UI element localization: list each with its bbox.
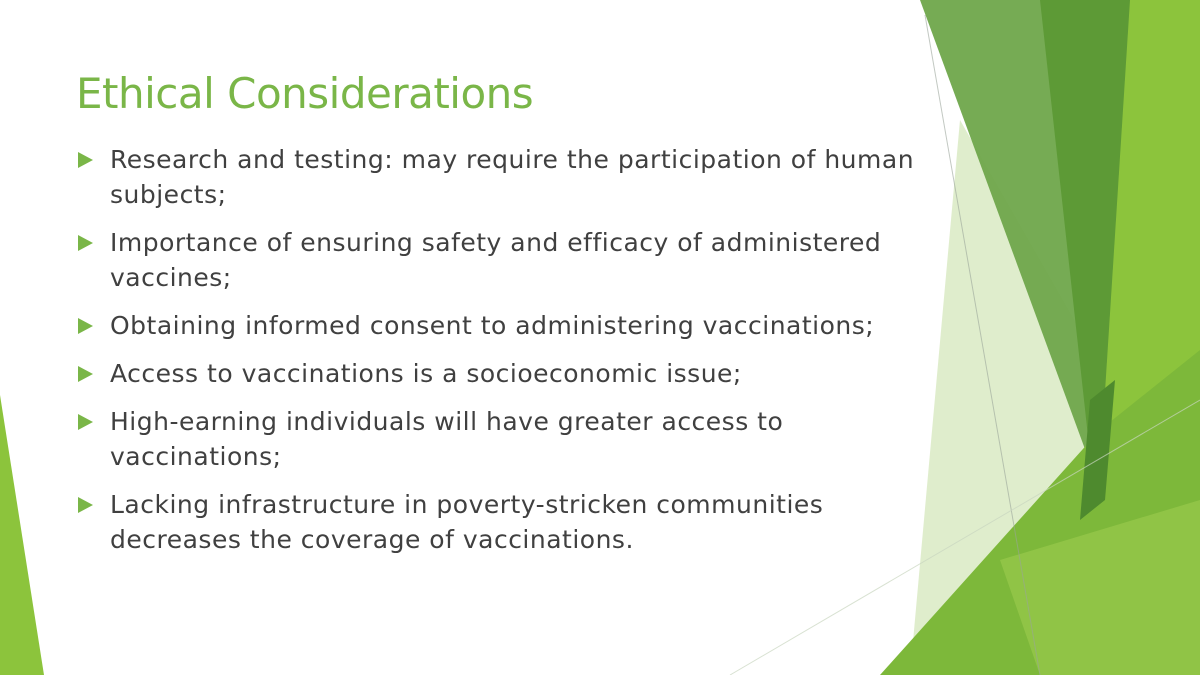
bullet-text: Lacking infrastructure in poverty-stricken communities decreases the coverage of vaccinations. xyxy=(110,490,824,554)
triangle-right-icon xyxy=(78,497,93,513)
triangle-right-icon xyxy=(78,318,93,334)
bullet-list xyxy=(76,142,936,570)
list-item xyxy=(76,308,936,343)
list-item xyxy=(76,142,936,212)
list-item xyxy=(76,356,936,391)
triangle-right-icon xyxy=(78,235,93,251)
triangle-right-icon xyxy=(78,414,93,430)
list-item xyxy=(76,404,936,474)
bullet-text: High-earning individuals will have greater access to vaccinations; xyxy=(110,407,784,471)
bullet-text: Importance of ensuring safety and efficacy of administered vaccines; xyxy=(110,228,882,292)
list-item xyxy=(76,487,936,557)
triangle-right-icon xyxy=(78,366,93,382)
triangle-right-icon xyxy=(78,152,93,168)
left-edge-shape xyxy=(0,395,44,675)
bullet-text: Access to vaccinations is a socioeconomic issue; xyxy=(110,359,742,388)
list-item xyxy=(76,225,936,295)
bullet-text: Research and testing: may require the participation of human subjects; xyxy=(110,145,915,209)
slide-title: Ethical Considerations xyxy=(76,69,534,118)
bullet-text: Obtaining informed consent to administering vaccinations; xyxy=(110,311,875,340)
